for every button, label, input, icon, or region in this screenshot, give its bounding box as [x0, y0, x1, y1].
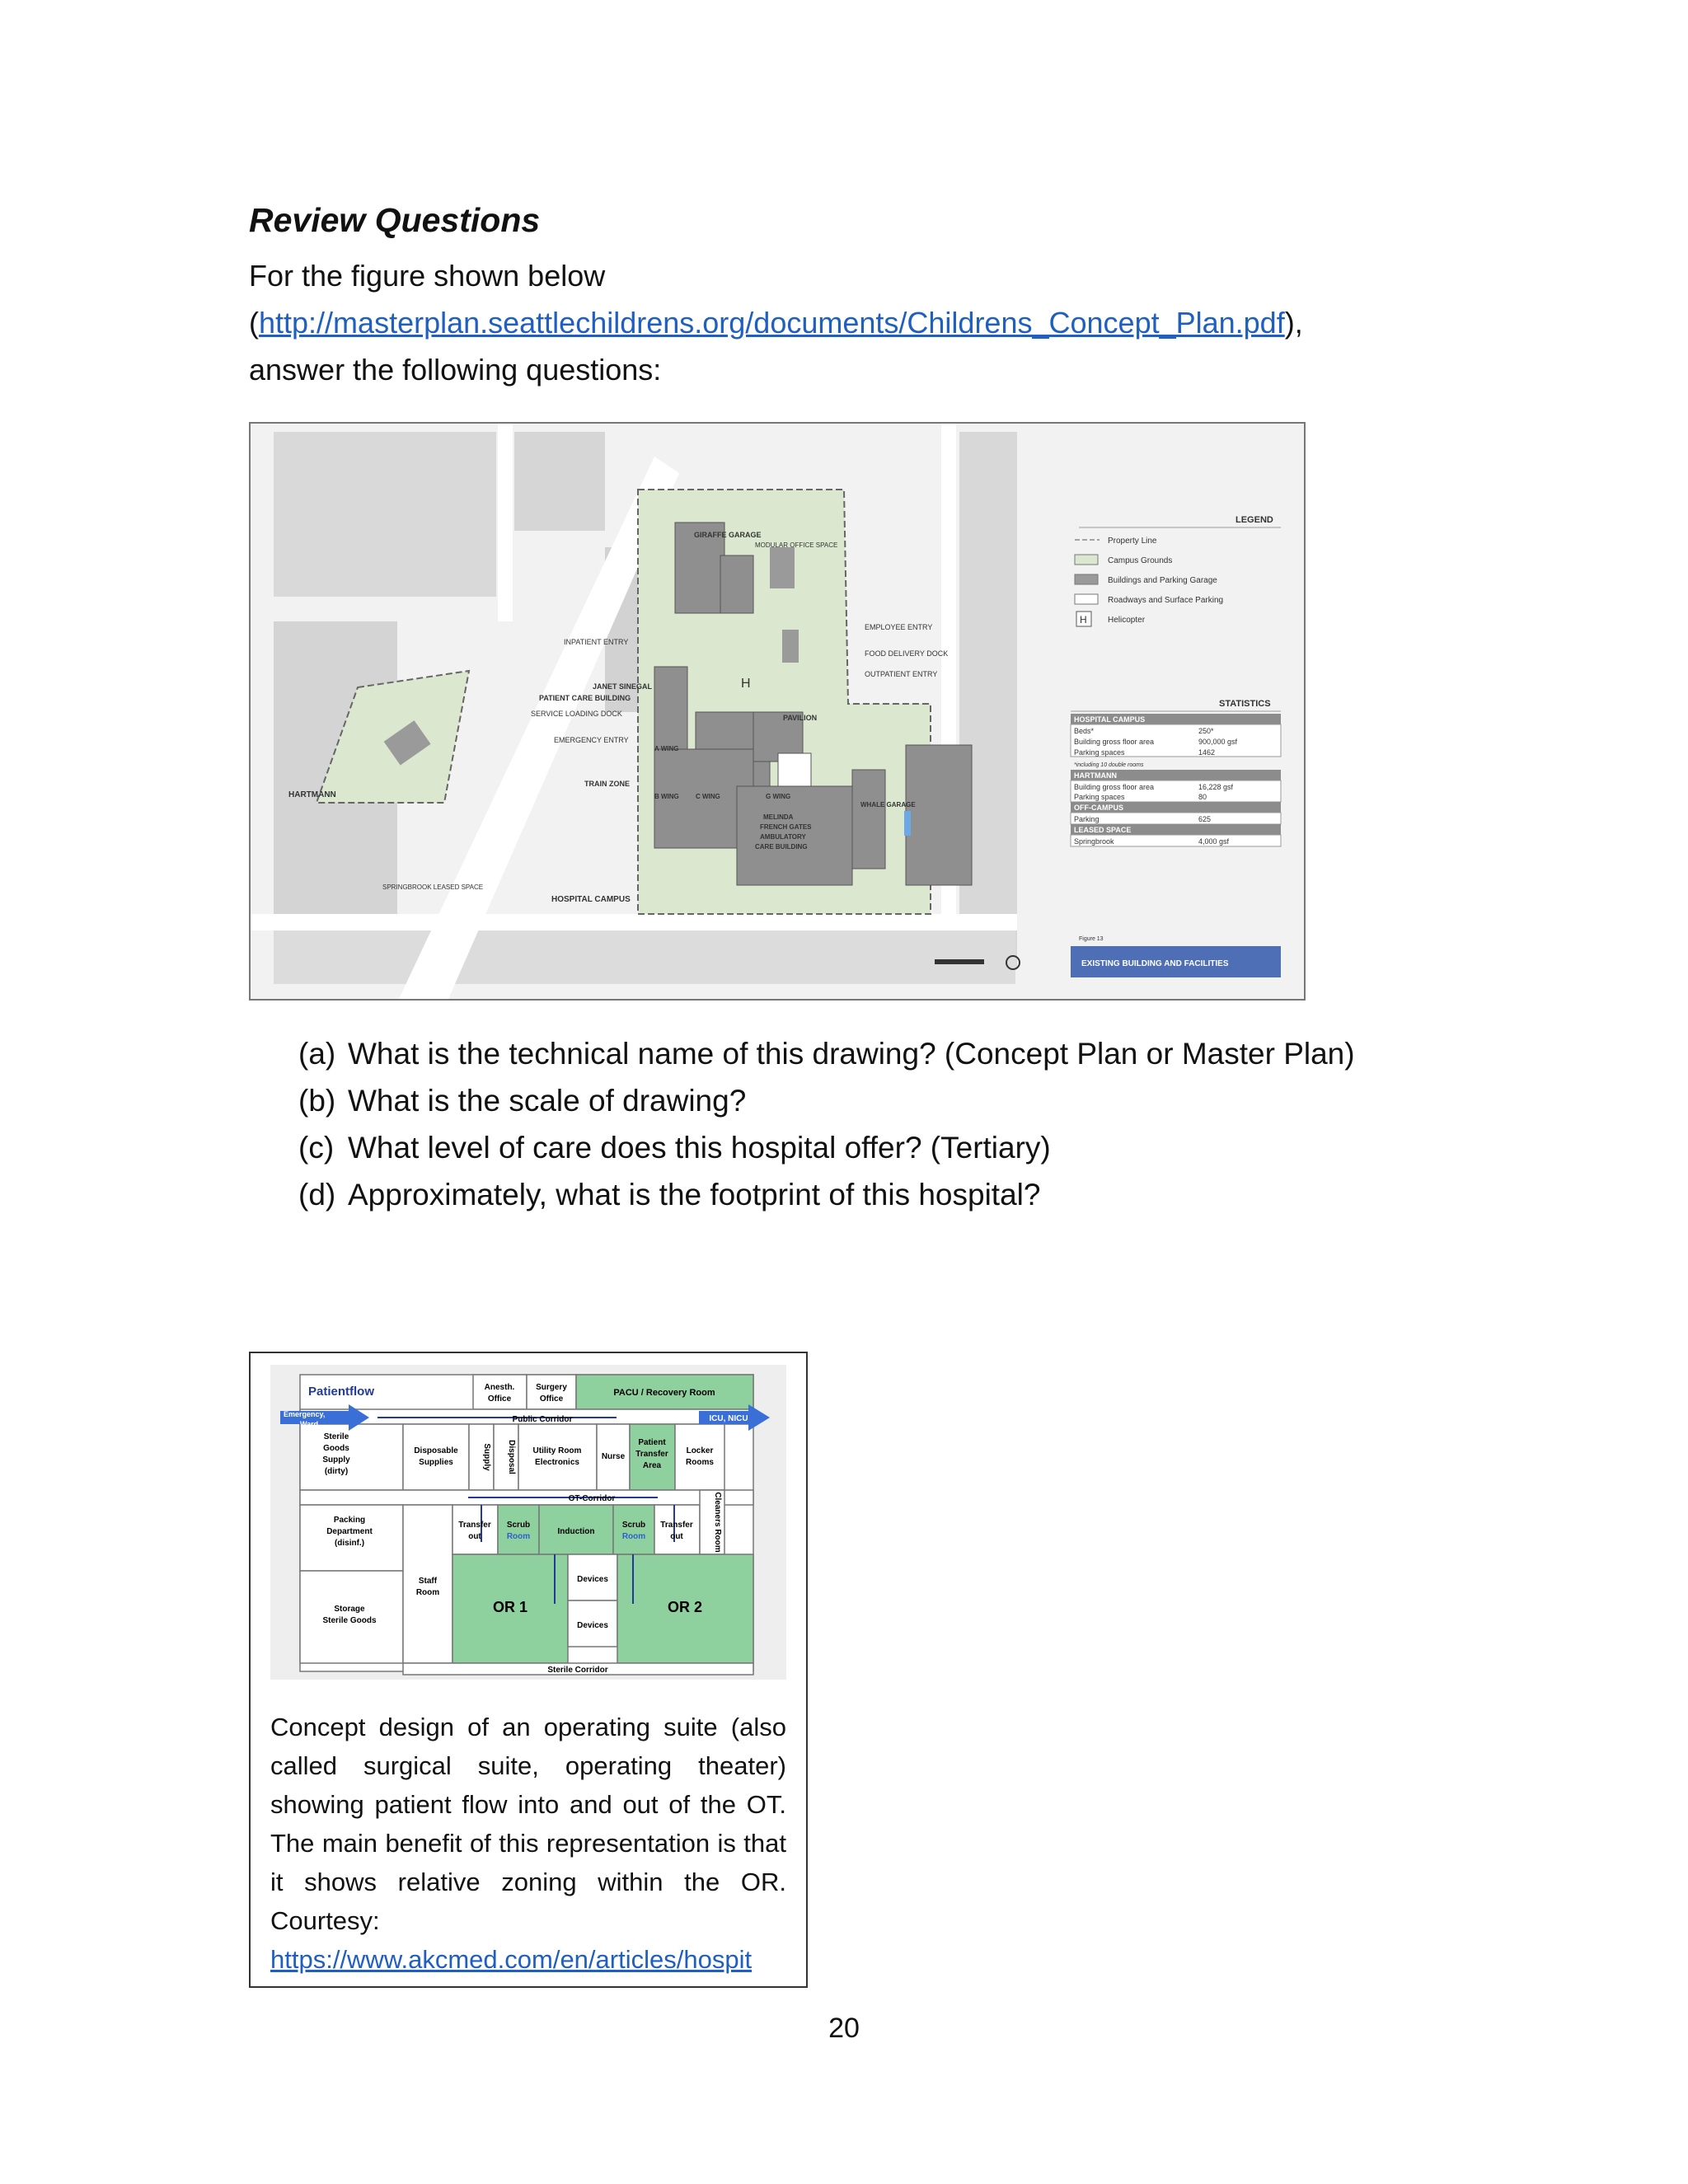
patient-care-label: PATIENT CARE BUILDING	[539, 694, 631, 702]
employee-entry-label: EMPLOYEE ENTRY	[865, 623, 933, 631]
ot-corridor-label: OT-Corridor	[568, 1494, 616, 1503]
helicopter-legend-icon: H	[1080, 614, 1087, 626]
legend-item-helicopter: Helicopter	[1108, 616, 1146, 625]
anesth-label-1: Anesth.	[484, 1383, 515, 1392]
legend-title: LEGEND	[1236, 515, 1273, 525]
or2-label: OR 2	[667, 1599, 703, 1615]
melinda-label-2: FRENCH GATES	[760, 823, 812, 831]
question-item	[298, 1030, 1355, 1077]
legend-item-property: Property Line	[1108, 537, 1157, 546]
melinda-label-4: CARE BUILDING	[755, 843, 808, 851]
sterile-corridor-label: Sterile Corridor	[547, 1666, 608, 1675]
stat-springbrook-value: 4,000 gsf	[1198, 837, 1230, 846]
operating-suite-figure	[249, 1352, 808, 1988]
packing-label-2: Department	[326, 1527, 373, 1536]
question-text: What is the scale of drawing?	[348, 1084, 747, 1118]
stat-gross-2-value: 16,228 gsf	[1198, 783, 1234, 791]
locker-label-2: Rooms	[686, 1458, 714, 1467]
disposal-label: Disposal	[507, 1440, 516, 1474]
melinda-label-1: MELINDA	[763, 813, 794, 821]
icu-label: ICU, NICU	[709, 1414, 748, 1423]
sterile-supply-label-3: Supply	[322, 1455, 350, 1465]
emergency-label-1: Emergency,	[284, 1410, 326, 1418]
scrub-label-1: Scrub	[506, 1521, 531, 1530]
helipad-label: H	[741, 677, 751, 691]
statistics-table	[1071, 714, 1281, 846]
legend-item-roadways: Roadways and Surface Parking	[1108, 596, 1224, 605]
anesth-label-2: Office	[487, 1394, 512, 1404]
utility-label-2: Electronics	[535, 1458, 579, 1467]
scrub-label-4: Room	[621, 1532, 646, 1541]
train-zone-label: TRAIN ZONE	[584, 780, 630, 788]
storage-label-1: Storage	[334, 1605, 365, 1614]
public-corridor-label: Public Corridor	[512, 1415, 573, 1424]
inpatient-entry-label: INPATIENT ENTRY	[564, 638, 629, 646]
supply-label: Supply	[482, 1443, 491, 1471]
service-dock-label: SERVICE LOADING DOCK	[531, 710, 622, 718]
stat-off-campus: OFF-CAMPUS	[1074, 804, 1123, 812]
or1-label: OR 1	[492, 1599, 528, 1615]
springbrook-label: SPRINGBROOK LEASED SPACE	[382, 883, 484, 891]
stat-hospital-campus: HOSPITAL CAMPUS	[1074, 715, 1146, 724]
devices-label-2: Devices	[577, 1621, 608, 1630]
surgery-label-2: Office	[539, 1394, 564, 1404]
stat-hartmann: HARTMANN	[1074, 771, 1117, 780]
devices-label-1: Devices	[577, 1575, 608, 1584]
patient-transfer-label-3: Area	[642, 1461, 662, 1470]
transfer-out-label-3: Transfer	[660, 1521, 693, 1530]
stat-springbrook: Springbrook	[1074, 837, 1114, 846]
stat-parking-2-value: 80	[1198, 793, 1207, 801]
modular-office-label: MODULAR OFFICE SPACE	[755, 541, 838, 549]
operating-suite-diagram	[270, 1365, 786, 1680]
question-label: (a)	[298, 1037, 336, 1071]
stat-parking-2: Parking spaces	[1074, 793, 1125, 801]
stat-note: *including 10 double rooms	[1074, 762, 1144, 768]
food-dock-label: FOOD DELIVERY DOCK	[865, 649, 949, 658]
legend-item-campus: Campus Grounds	[1108, 556, 1173, 565]
stat-parking-1: Parking spaces	[1074, 748, 1125, 757]
hartmann-label: HARTMANN	[288, 790, 336, 799]
staff-label-1: Staff	[418, 1577, 438, 1586]
a-wing-label: A WING	[654, 745, 679, 752]
transfer-out-label-4: out	[670, 1532, 683, 1541]
scrub-label-3: Scrub	[621, 1521, 646, 1530]
stat-parking-1-value: 1462	[1198, 748, 1216, 757]
patient-transfer-label-1: Patient	[638, 1438, 666, 1447]
induction-label: Induction	[557, 1527, 595, 1536]
packing-label-1: Packing	[333, 1516, 366, 1525]
campus-map	[251, 424, 1304, 999]
question-item	[298, 1171, 1355, 1218]
question-text: What is the technical name of this drawing? (Concept Plan or Master Plan)	[348, 1037, 1355, 1071]
intro-line: For the figure shown below	[249, 259, 606, 293]
emergency-entry-label: EMERGENCY ENTRY	[554, 736, 629, 744]
question-item	[298, 1077, 1355, 1124]
question-text: Approximately, what is the footprint of this hospital?	[348, 1178, 1041, 1212]
stat-gross-2: Building gross floor area	[1074, 783, 1155, 791]
c-wing-label: C WING	[696, 793, 720, 800]
statistics-title: STATISTICS	[1219, 699, 1271, 709]
nurse-label: Nurse	[601, 1452, 626, 1461]
campus-map-figure	[249, 422, 1306, 1001]
surgery-label-1: Surgery	[536, 1383, 567, 1392]
pavilion-label: PAVILION	[783, 714, 818, 722]
disposable-label-1: Disposable	[414, 1446, 458, 1455]
scale-bar	[935, 959, 984, 964]
pacu-label: PACU / Recovery Room	[613, 1388, 715, 1398]
storage-label-2: Sterile Goods	[322, 1616, 377, 1625]
figure-number: Figure 13	[1079, 936, 1104, 942]
transfer-out-label-1: Transfer	[458, 1521, 491, 1530]
stat-gross-1-value: 900,000 gsf	[1198, 738, 1238, 746]
question-text: What level of care does this hospital offer? (Tertiary)	[348, 1131, 1051, 1165]
stat-beds: Beds*	[1074, 727, 1095, 735]
whale-garage-label: WHALE GARAGE	[860, 801, 916, 808]
stat-parking-3-value: 625	[1198, 815, 1212, 823]
emergency-label-2: Ward	[300, 1420, 319, 1428]
staff-label-2: Room	[415, 1588, 440, 1597]
question-label: (b)	[298, 1084, 336, 1118]
paren-close: ),	[1284, 306, 1303, 340]
g-wing-label: G WING	[766, 793, 791, 800]
caption-text: Concept design of an operating suite (also called surgical suite, operating theater) showing patient flow into and out of the OT. The main benefit of this representation is that it shows relative zoning within the OR. Courtesy:	[270, 1713, 786, 1935]
question-list	[298, 1030, 1355, 1218]
question-label: (c)	[298, 1131, 335, 1165]
locker-label-1: Locker	[686, 1446, 714, 1455]
legend-item-buildings: Buildings and Parking Garage	[1108, 576, 1217, 585]
melinda-label-3: AMBULATORY	[760, 833, 806, 841]
hospital-campus-label: HOSPITAL CAMPUS	[551, 895, 631, 904]
patient-transfer-label-2: Transfer	[635, 1450, 668, 1459]
scrub-label-2: Room	[506, 1532, 531, 1541]
sterile-supply-label-4: (dirty)	[324, 1467, 349, 1476]
page-number: 20	[828, 2013, 860, 2044]
patientflow-title: Patientflow	[308, 1385, 375, 1399]
janet-sinegal-label: JANET SINEGAL	[593, 682, 653, 691]
disposable-label-2: Supplies	[419, 1458, 453, 1467]
stat-beds-value: 250*	[1198, 727, 1214, 735]
figure-banner-text: EXISTING BUILDING AND FACILITIES	[1081, 959, 1229, 968]
giraffe-garage-label: GIRAFFE GARAGE	[694, 531, 762, 539]
sterile-supply-label-2: Goods	[323, 1444, 349, 1453]
stat-parking-3: Parking	[1074, 815, 1100, 823]
intro-link-line	[249, 299, 1303, 346]
sterile-supply-label-1: Sterile	[323, 1432, 349, 1441]
cleaners-label: Cleaners Room	[713, 1492, 722, 1553]
stat-leased: LEASED SPACE	[1074, 826, 1132, 834]
utility-label-1: Utility Room	[532, 1446, 582, 1455]
question-label: (d)	[298, 1178, 336, 1212]
transfer-out-label-2: out	[468, 1532, 481, 1541]
packing-label-3: (disinf.)	[334, 1539, 365, 1548]
section-title: Review Questions	[249, 201, 541, 239]
courtesy-link[interactable]: https://www.akcmed.com/en/articles/hospit	[270, 1945, 753, 1974]
figure-caption	[270, 1708, 786, 1979]
paren-open: (	[249, 306, 259, 340]
question-item	[298, 1124, 1355, 1171]
intro-line-3: answer the following questions:	[249, 353, 662, 387]
b-wing-label: B WING	[654, 793, 679, 800]
concept-plan-link[interactable]: http://masterplan.seattlechildrens.org/documents/Childrens_Concept_Plan.pdf	[259, 306, 1285, 340]
outpatient-entry-label: OUTPATIENT ENTRY	[865, 670, 938, 678]
stat-gross-1: Building gross floor area	[1074, 738, 1155, 746]
